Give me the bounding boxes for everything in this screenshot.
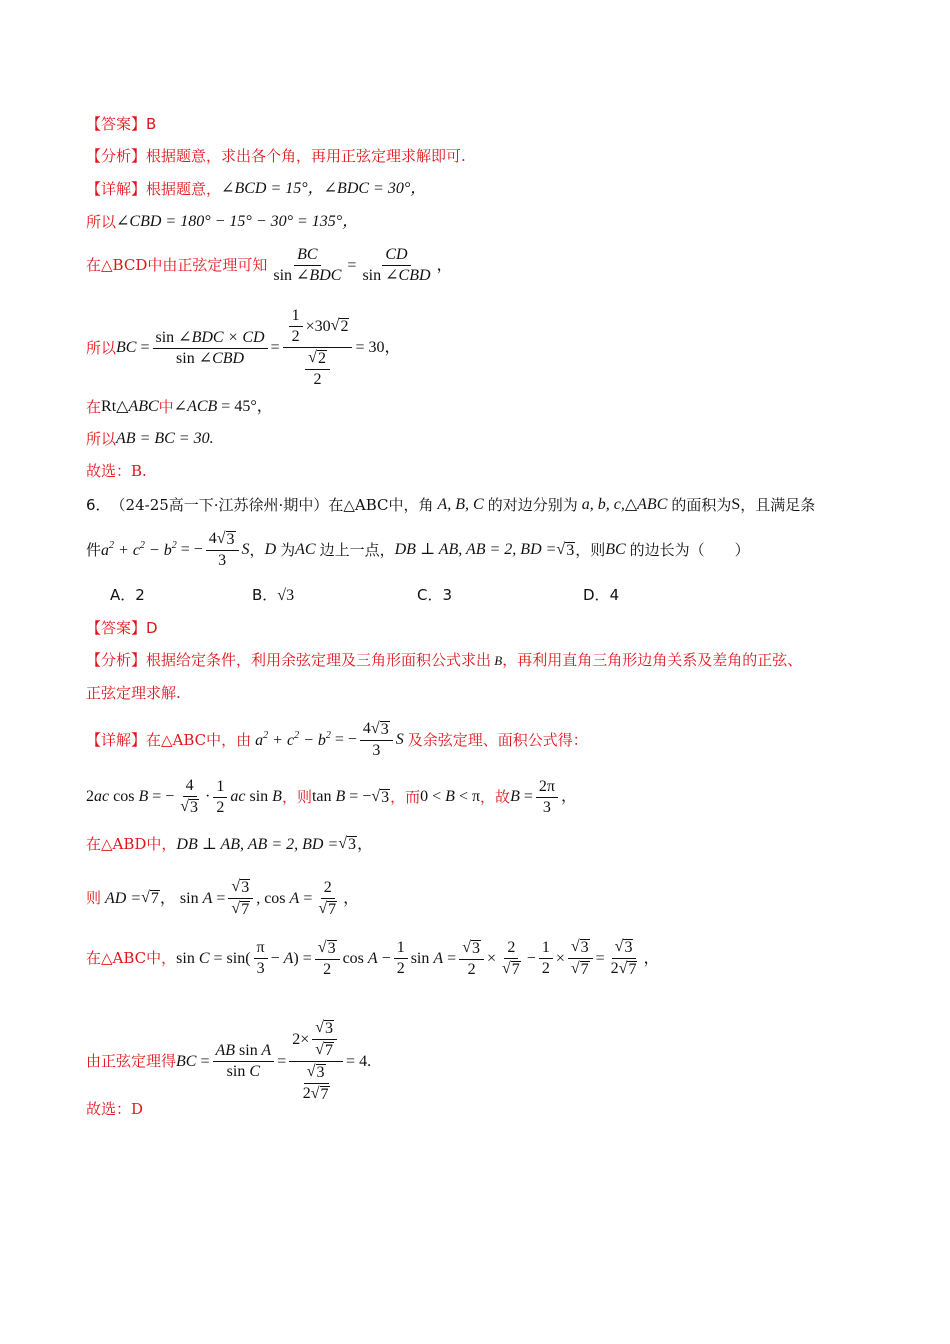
detail-text: 及余弦定理、面积公式得： [407, 730, 588, 749]
answer-label: 【答案】 [86, 619, 147, 637]
fraction: $\frac{1}{2}$ [539, 940, 553, 977]
q5-step5 [86, 431, 890, 447]
fraction: 4 √ 3 [180, 777, 199, 816]
option-value: √3 [277, 587, 295, 604]
step-mid: 中 [158, 397, 174, 416]
answer-label: 【答案】 [86, 115, 147, 133]
q6-detail-line-1: 【详解】 在△ABC中，由 $a^2 + c^2 - b^2$ = − 4 √ 3 3 S 及余弦定理、面积公式得： [86, 720, 588, 759]
question-number: 6． [86, 495, 111, 514]
option-a[interactable] [110, 588, 145, 603]
detail-intro: 根据题意， [146, 179, 222, 198]
fraction: $\frac{2\pi}{3}$ [536, 779, 558, 816]
detail-text: ，故 [480, 787, 511, 806]
stem-text: 的对边分别为 [487, 495, 578, 514]
option-label: B． [252, 586, 278, 604]
step-prefix: 所以 [86, 212, 117, 231]
step-prefix: 所以 [86, 338, 117, 357]
q6-step5: 在△ABC中， sin C = sin( $\frac{\pi}{3}$ − A ) = √ 3 2 cos A − $\frac{1}{2}$ sin A = √ 3 2 × 2 √ 7 − $\frac{1}{2}$ × √ 3 √ 7 = √ 3 2 √ 7 ， [86, 938, 660, 978]
step-prefix: 在△ABD中， [86, 835, 177, 853]
bc-fraction: $\frac{\text{sin ∠BDC × CD}}{\text{sin ∠CBD}}$ [153, 330, 268, 367]
detail-angles: ∠BCD = 15°，∠BDC = 30°， [221, 180, 427, 197]
fraction: √ 3 2 √ 7 [610, 938, 637, 978]
fraction: $\frac{\text{AB sin A}}{\text{sin C}}$ [213, 1043, 275, 1080]
option-c[interactable] [417, 588, 452, 603]
fraction: 2 √ 7 [318, 878, 337, 918]
sine-law-fraction-2: $\frac{CD}{\text{sin ∠CBD}}$ [362, 246, 431, 284]
analysis-label: 【分析】 [86, 147, 147, 165]
q6-step6: 由正弦定理得 BC = $\frac{\text{AB sin A}}{\text{sin C}}$ = 2× √ 3 √ 7 √ 3 2 √ 7 = 4. [86, 1019, 372, 1103]
bc-numeric-fraction: $\frac{1}{2}$ ×30 √ 2 √ 2 2 [283, 308, 353, 388]
step-prefix: 由正弦定理得 [86, 1052, 177, 1070]
step-prefix: 则 [86, 889, 102, 907]
option-value: 2 [135, 586, 145, 604]
analysis-text: 根据给定条件，利用余弦定理及三角形面积公式求出 [146, 651, 492, 669]
fraction: √ 3 2 [315, 940, 340, 978]
step-prefix: 所以 [86, 429, 117, 448]
coefficient-fraction: 4 √ 3 3 [360, 721, 393, 759]
stem-text: ，且满足条 [740, 495, 816, 514]
stem-text: 在△ABC中，角 [328, 495, 434, 514]
option-d[interactable] [583, 588, 619, 603]
question-source: （24-25高一下·江苏徐州·期中） [110, 495, 329, 514]
answer-value: D [146, 619, 158, 637]
option-value: 4 [609, 586, 620, 604]
q5-analysis-line [86, 149, 890, 164]
q6-analysis-line-1: 【分析】 根据给定条件，利用余弦定理及三角形面积公式求出 B ，再利用直角三角形边角关系及差角的正弦、 [86, 651, 803, 669]
q5-answer-line [86, 117, 890, 132]
q5-detail-line [86, 181, 890, 197]
q6-detail-line-2: 2 ac cos B = − 4 √ 3 · $\frac{1}{2}$ ac sin B ，则 tan B = − √ 3 ，而 0 < B < π ，故 B = $\frac{2\pi}{3}$ ， [86, 777, 577, 816]
option-label: C． [417, 586, 443, 604]
step1-formula: ∠CBD = 180° − 15° − 30° = 135°， [116, 213, 359, 230]
conclusion-text: 故选：B. [86, 462, 147, 480]
stem-text: ，则 [575, 540, 606, 559]
fraction: $\frac{1}{2}$ [213, 779, 227, 816]
option-b[interactable] [252, 588, 294, 604]
option-label: A． [110, 586, 136, 604]
q6-conclusion [86, 1102, 890, 1117]
detail-label: 【详解】 [86, 730, 147, 749]
fraction: $\frac{\pi}{3}$ [254, 940, 268, 977]
fraction: $\frac{1}{2}$ [394, 940, 408, 977]
q6-step3: 在△ABD中， DB ⊥ AB, AB = 2, BD = √ 3 ， [86, 835, 374, 853]
q5-step4: 在 Rt△ ABC 中 ∠ACB = 45°， [86, 397, 273, 416]
detail-label: 【详解】 [86, 179, 147, 198]
step-prefix: 在 [86, 397, 102, 416]
conclusion-text: 故选：D [86, 1100, 144, 1118]
fraction: √ 3 √ 7 [568, 939, 593, 978]
q6-options [110, 588, 890, 606]
bc-numeric-fraction: 2× √ 3 √ 7 √ 3 2 √ 7 [289, 1020, 343, 1103]
sine-law-fraction-1: $\frac{BC}{\text{sin ∠BDC}}$ [273, 246, 342, 284]
q6-stem-line-1: 6． （24-25高一下·江苏徐州·期中） 在△ABC中，角 A, B, C 的对边分别为 a, b, c, △ ABC 的面积为 S ，且满足条 [86, 495, 816, 514]
stem-text: ， [249, 540, 265, 559]
fraction: 2 √ 7 [502, 938, 520, 978]
coefficient-fraction: 4 √ 3 3 [206, 531, 239, 569]
stem-text: 件 [86, 540, 102, 559]
q5-conclusion [86, 464, 890, 479]
step-prefix: 在△ABC中， [86, 949, 177, 967]
q5-step2: 在△BCD中由正弦定理可知 $\frac{BC}{\text{sin ∠BDC}}$ = $\frac{CD}{\text{sin ∠CBD}}$ ， [86, 246, 453, 284]
fraction: √ 3 √ 7 [228, 879, 253, 918]
stem-text: 的面积为 [671, 495, 732, 514]
answer-value: B [146, 115, 157, 133]
detail-text: 在△ABC中，由 [146, 730, 252, 749]
analysis-text: 根据题意，求出各个角，再用正弦定理求解即可. [146, 147, 466, 165]
analysis-label: 【分析】 [86, 651, 147, 669]
fraction: √ 3 2 [459, 940, 484, 978]
q6-step4: 则 AD = √ 7 ， sin A = √ 3 √ 7 , cos A = 2 √ 7 ， [86, 878, 360, 918]
stem-text: 的边长为（ ） [629, 540, 750, 559]
option-value: 3 [442, 586, 453, 604]
detail-text: ，而 [390, 787, 421, 806]
q6-answer-line [86, 621, 890, 636]
step5-formula: AB = BC = 30. [116, 430, 214, 447]
q5-step1 [86, 214, 890, 230]
option-label: D． [583, 586, 610, 604]
stem-text: 为 [280, 540, 296, 559]
q5-step3: 所以 BC = $\frac{\text{sin ∠BDC × CD}}{\text{sin ∠CBD}}$ = $\frac{1}{2}$ ×30 √ 2 √ 2 2 = 30， [86, 307, 401, 388]
q6-stem-line-2: 件 $a^2 + c^2 - b^2$ = − 4 √ 3 3 S ， D 为 AC 边上一点， DB ⊥ AB, AB = 2, BD = √ 3 ，则 BC 的边长为（ ） [86, 530, 750, 569]
step-prefix: 在△BCD中由正弦定理可知 [86, 256, 268, 274]
analysis-text: ，再利用直角三角形边角关系及差角的正弦、 [502, 651, 803, 669]
analysis-text: 正弦定理求解. [86, 684, 181, 702]
q6-analysis-line-2 [86, 686, 890, 701]
stem-text: 边上一点， [319, 540, 395, 559]
detail-text: ，则 [281, 787, 312, 806]
